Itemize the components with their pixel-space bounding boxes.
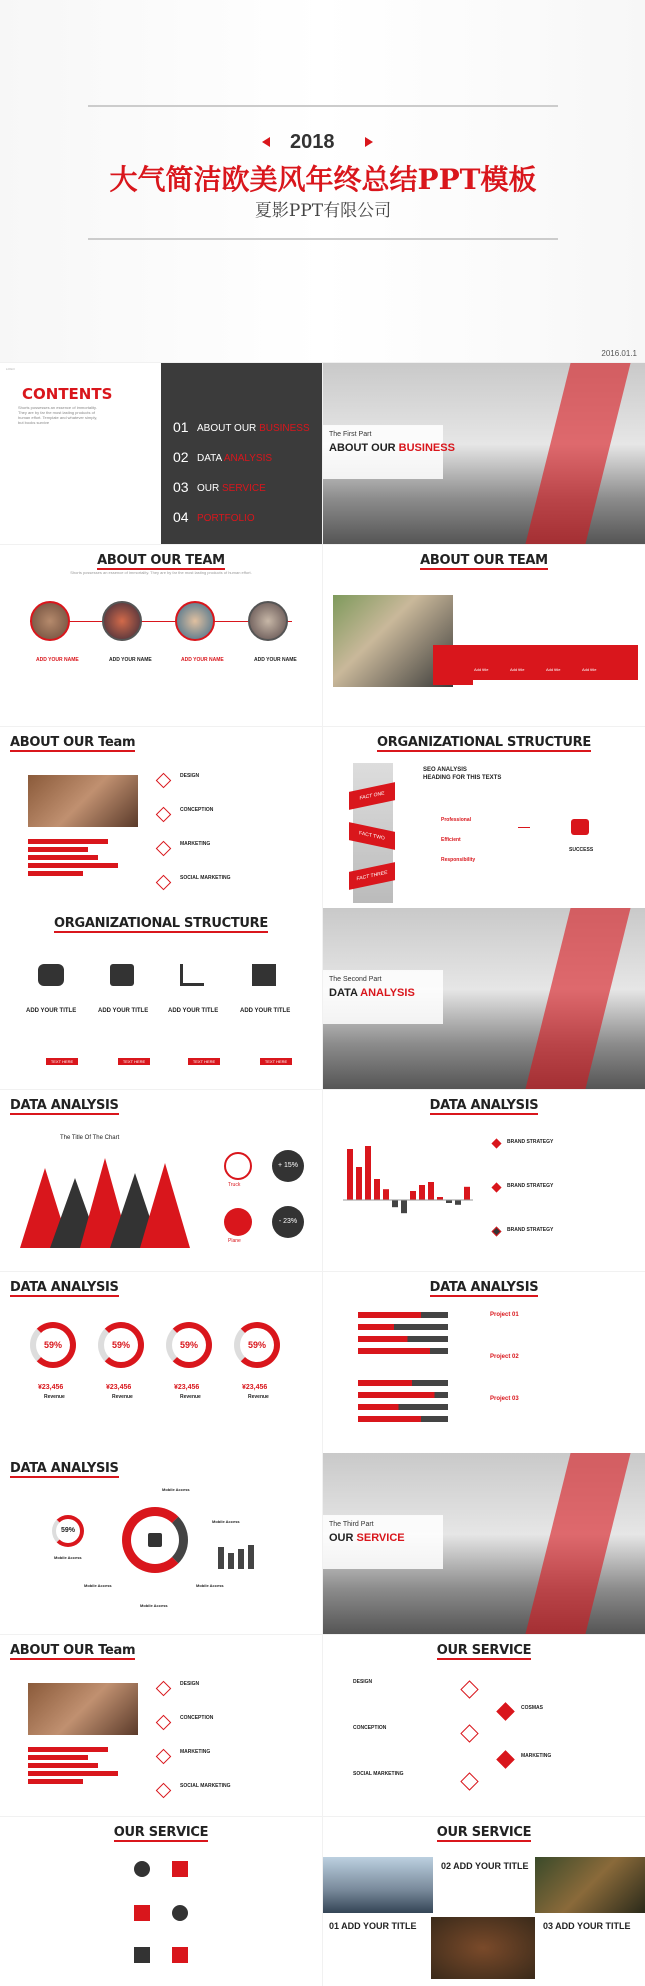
diamond-icon xyxy=(156,1715,172,1731)
bar-mark xyxy=(356,1167,362,1200)
mini-bar xyxy=(228,1553,234,1569)
part3-slide xyxy=(323,1453,645,1634)
hbar xyxy=(358,1392,448,1398)
access-label: Mobile Access xyxy=(162,1487,190,1492)
service-item: MARKETING xyxy=(521,1753,552,1759)
service-item: SOCIAL MARKETING xyxy=(353,1771,404,1777)
cover-date: 2016.01.1 xyxy=(601,349,637,358)
access-label: Mobile Access xyxy=(54,1555,82,1560)
donut-gauge: 59% xyxy=(30,1322,76,1368)
fact-ribbon: FACT THREE xyxy=(349,862,395,890)
cover-top-rule xyxy=(88,105,558,107)
progress-bar xyxy=(28,1779,83,1784)
mini-bar xyxy=(218,1547,224,1569)
part2-title: DATA xyxy=(329,987,358,999)
truck-label: Truck xyxy=(228,1182,241,1188)
service-item: COSMAS xyxy=(521,1705,543,1711)
text-here-button[interactable]: TEXT HERE xyxy=(260,1058,292,1065)
diamond-icon xyxy=(156,841,172,857)
cover-title: 大气简洁欧美风年终总结PPT模板 xyxy=(109,163,537,196)
success-label: SUCCESS xyxy=(569,847,594,853)
da1-title: DATA ANALYSIS xyxy=(10,1098,119,1113)
project-title: Project 03 xyxy=(490,1396,519,1402)
strip-item: Add title xyxy=(582,667,597,672)
phone-icon xyxy=(134,1905,150,1921)
progress-bar xyxy=(28,847,88,852)
part2-slide xyxy=(323,908,645,1089)
book-icon xyxy=(134,1947,150,1963)
revenue-value: ¥23,456 xyxy=(106,1384,132,1391)
photo-city xyxy=(323,1857,433,1913)
bar-chart xyxy=(343,1130,473,1260)
revenue-value: ¥23,456 xyxy=(174,1384,200,1391)
service-title: OUR SERVICE xyxy=(436,1643,532,1658)
plane-label: Plane xyxy=(228,1238,241,1244)
revenue-caption: Revenue xyxy=(180,1394,201,1400)
item-label: SOCIAL MARKETING xyxy=(180,1783,231,1789)
coins-icon xyxy=(110,964,134,986)
part1-title: ABOUT OUR xyxy=(329,442,396,454)
progress-bar xyxy=(28,839,108,844)
progress-bar xyxy=(28,1763,98,1768)
people-icon xyxy=(38,964,64,986)
logo: LOGO xyxy=(6,367,15,371)
text-here-button[interactable]: TEXT HERE xyxy=(188,1058,220,1065)
progress-bar xyxy=(28,863,118,868)
person-icon xyxy=(134,1861,150,1877)
heading-label: HEADING FOR THIS TEXTS xyxy=(423,775,502,781)
diamond-icon xyxy=(156,1783,172,1799)
donut-gauge: 59% xyxy=(98,1322,144,1368)
team-photo xyxy=(28,1683,138,1735)
bar-mark xyxy=(410,1191,416,1200)
icon-strip xyxy=(468,645,638,680)
cover-slide xyxy=(0,0,645,362)
strategy-label: BRAND STRATEGY xyxy=(507,1183,554,1189)
hbar xyxy=(358,1312,448,1318)
item-label: CONCEPTION xyxy=(180,1715,214,1721)
right-arrow-icon xyxy=(365,137,373,147)
team-member-name: ADD YOUR NAME xyxy=(254,657,297,663)
part1-slide xyxy=(323,363,645,544)
strategy-label: BRAND STRATEGY xyxy=(507,1227,554,1233)
part3-panel xyxy=(323,1515,443,1569)
team3-title: ABOUT OUR Team xyxy=(10,735,136,750)
team-member-name: ADD YOUR NAME xyxy=(109,657,152,663)
team-subtitle: Shorts possesses an essence of immortality. They are by far the most lasting products of human effort. xyxy=(70,570,252,575)
part2-label: The Second Part xyxy=(329,976,382,983)
strip-item: Add title xyxy=(546,667,561,672)
photo-coffee xyxy=(431,1917,535,1979)
strategy-label: BRAND STRATEGY xyxy=(507,1139,554,1145)
part1-label: The First Part xyxy=(329,431,372,438)
fact-ribbon: FACT TWO xyxy=(349,822,395,850)
contents-item-4[interactable]: PORTFOLIO xyxy=(197,513,255,524)
truck-icon xyxy=(224,1152,252,1180)
org-item: Professional xyxy=(441,817,472,823)
team-slide-2 xyxy=(323,545,645,726)
donut-gauge: 59% xyxy=(234,1322,280,1368)
contents-num-3: 03 xyxy=(173,479,189,495)
photo-room xyxy=(535,1857,645,1913)
item-label: DESIGN xyxy=(180,773,200,779)
portfolio-item-3: 03 ADD YOUR TITLE xyxy=(543,1921,631,1931)
diamond-icon xyxy=(156,1681,172,1697)
access-label: Mobile Access xyxy=(196,1583,224,1588)
team-member-name: ADD YOUR NAME xyxy=(181,657,224,663)
part3-title: OUR xyxy=(329,1532,354,1544)
portfolio-item-1: 01 ADD YOUR TITLE xyxy=(329,1921,417,1931)
bar-mark xyxy=(392,1200,398,1207)
item-label: MARKETING xyxy=(180,841,211,847)
progress-bar xyxy=(28,871,83,876)
project-title: Project 02 xyxy=(490,1354,519,1360)
org2-item: ADD YOUR TITLE xyxy=(26,1008,77,1014)
da4-title: DATA ANALYSIS xyxy=(429,1280,539,1295)
bar-mark xyxy=(401,1200,407,1213)
contents-item-1[interactable]: ABOUT OUR xyxy=(197,423,257,434)
chart-title: The Title Of The Chart xyxy=(60,1135,120,1141)
team-photo xyxy=(28,775,138,827)
portfolio-item-2: 02 ADD YOUR TITLE xyxy=(441,1861,529,1871)
diamond-icon xyxy=(460,1724,478,1742)
item-label: MARKETING xyxy=(180,1749,211,1755)
avatar xyxy=(248,601,288,641)
donut-gauge: 59% xyxy=(166,1322,212,1368)
contents-desc: Shorts possesses an essence of immortality. They are by far the most lasting products of human effort. Template and whatever simply, but books survive xyxy=(18,405,98,425)
contents-num-4: 04 xyxy=(173,509,189,525)
org-slide-2 xyxy=(0,908,322,1089)
contents-title: CONTENTS xyxy=(22,385,113,403)
bar-mark xyxy=(428,1182,434,1200)
diamond-icon xyxy=(496,1702,514,1720)
data-analysis-slide-3 xyxy=(0,1272,322,1453)
team-title: ABOUT OUR TEAM xyxy=(420,553,548,568)
service-slide-2 xyxy=(0,1817,322,1986)
revenue-caption: Revenue xyxy=(112,1394,133,1400)
cover-year: 2018 xyxy=(290,131,335,153)
item-label: CONCEPTION xyxy=(180,807,214,813)
contents-panel xyxy=(161,363,322,544)
contents-num-1: 01 xyxy=(173,419,189,435)
team-title: ABOUT OUR TEAM xyxy=(97,553,225,568)
bar-mark xyxy=(365,1146,371,1200)
hbar xyxy=(358,1404,448,1410)
da2-title: DATA ANALYSIS xyxy=(429,1098,539,1113)
revenue-caption: Revenue xyxy=(248,1394,269,1400)
donut-gauge: 59% xyxy=(52,1515,84,1547)
contents-num-2: 02 xyxy=(173,449,189,465)
person-icon xyxy=(172,1905,188,1921)
text-here-button[interactable]: TEXT HERE xyxy=(118,1058,150,1065)
home-icon xyxy=(148,1533,162,1547)
access-label: Mobile Access xyxy=(140,1603,168,1608)
seo-label: SEO ANALYSIS xyxy=(423,767,467,773)
progress-bar xyxy=(28,855,98,860)
contents-item-3-accent: SERVICE xyxy=(222,483,266,494)
team4-title: ABOUT OUR Team xyxy=(10,1643,136,1658)
hbar xyxy=(358,1348,448,1354)
fact-ribbon: FACT ONE xyxy=(349,782,395,810)
team-member-name: ADD YOUR NAME xyxy=(36,657,79,663)
bullet-icon xyxy=(492,1227,502,1237)
left-arrow-icon xyxy=(262,137,270,147)
triangle-chart xyxy=(10,1148,200,1256)
org-slide-1 xyxy=(323,727,645,908)
data-analysis-slide-4 xyxy=(323,1272,645,1453)
team-slide-1 xyxy=(0,545,322,726)
avatar xyxy=(175,601,215,641)
part2-panel xyxy=(323,970,443,1024)
hbar xyxy=(358,1416,448,1422)
bar-mark xyxy=(383,1189,389,1200)
mini-bar xyxy=(238,1549,244,1569)
percent-badge: + 15% xyxy=(272,1150,304,1182)
data-analysis-slide-5 xyxy=(0,1453,322,1634)
mini-bar xyxy=(248,1545,254,1569)
part3-title-accent: SERVICE xyxy=(356,1532,405,1544)
revenue-value: ¥23,456 xyxy=(242,1384,268,1391)
contents-item-2-accent: ANALYSIS xyxy=(223,453,273,464)
chart-icon xyxy=(180,964,204,986)
part1-panel xyxy=(323,425,455,479)
revenue-value: ¥23,456 xyxy=(38,1384,64,1391)
phone-icon xyxy=(172,1861,188,1877)
screen-icon xyxy=(172,1947,188,1963)
service-item: DESIGN xyxy=(353,1679,373,1685)
progress-bar xyxy=(28,1747,108,1752)
thumbs-up-icon xyxy=(571,819,589,835)
text-here-button[interactable]: TEXT HERE xyxy=(46,1058,78,1065)
item-label: DESIGN xyxy=(180,1681,200,1687)
contents-item-3[interactable]: OUR xyxy=(197,483,220,494)
bullet-icon xyxy=(492,1139,502,1149)
bullet-icon xyxy=(492,1183,502,1193)
cover-bottom-rule xyxy=(88,238,558,240)
bar-mark xyxy=(464,1187,470,1200)
hbar xyxy=(358,1380,448,1386)
diamond-icon xyxy=(460,1680,478,1698)
org2-title: ORGANIZATIONAL STRUCTURE xyxy=(54,916,268,931)
diamond-icon xyxy=(156,1749,172,1765)
data-analysis-slide-2 xyxy=(323,1090,645,1271)
org-title: ORGANIZATIONAL STRUCTURE xyxy=(377,735,591,750)
avatar xyxy=(102,601,142,641)
strip-item: Add title xyxy=(474,667,489,672)
building-icon xyxy=(252,964,276,986)
plane-icon xyxy=(224,1208,252,1236)
diamond-icon xyxy=(460,1772,478,1790)
portfolio-title: OUR SERVICE xyxy=(436,1825,532,1840)
bar-mark xyxy=(374,1179,380,1200)
progress-bar xyxy=(28,1755,88,1760)
team-slide-4 xyxy=(0,1635,322,1816)
org-item: Responsibility xyxy=(441,857,476,863)
org2-item: ADD YOUR TITLE xyxy=(98,1008,149,1014)
avatar xyxy=(30,601,70,641)
part1-title-accent: BUSINESS xyxy=(398,442,455,454)
cover-company: 夏影PPT有限公司 xyxy=(254,201,392,221)
da3-title: DATA ANALYSIS xyxy=(10,1280,119,1295)
part2-title-accent: ANALYSIS xyxy=(360,987,415,999)
connector xyxy=(518,827,530,828)
data-analysis-slide-1 xyxy=(0,1090,322,1271)
service-item: CONCEPTION xyxy=(353,1725,387,1731)
org2-item: ADD YOUR TITLE xyxy=(240,1008,291,1014)
strip-item: Add title xyxy=(510,667,525,672)
diamond-icon xyxy=(156,807,172,823)
bar-mark xyxy=(347,1149,353,1200)
progress-bar xyxy=(28,1771,118,1776)
hbar xyxy=(358,1324,448,1330)
org-item: Efficient xyxy=(441,837,461,843)
revenue-caption: Revenue xyxy=(44,1394,65,1400)
diamond-icon xyxy=(496,1750,514,1768)
contents-item-1-accent: BUSINESS xyxy=(259,423,310,434)
service2-title: OUR SERVICE xyxy=(113,1825,209,1840)
hbar xyxy=(358,1336,448,1342)
diamond-icon xyxy=(156,773,172,789)
org2-item: ADD YOUR TITLE xyxy=(168,1008,219,1014)
bar-mark xyxy=(419,1185,425,1200)
chart-triangle xyxy=(140,1163,190,1248)
project-title: Project 01 xyxy=(490,1312,519,1318)
item-label: SOCIAL MARKETING xyxy=(180,875,231,881)
contents-item-2[interactable]: DATA xyxy=(197,453,222,464)
team-slide-3 xyxy=(0,727,322,908)
contents-slide xyxy=(0,363,322,544)
part3-label: The Third Part xyxy=(329,1521,374,1528)
service-slide-1 xyxy=(323,1635,645,1816)
access-label: Mobile Access xyxy=(212,1519,240,1524)
portfolio-slide xyxy=(323,1817,645,1986)
diamond-icon xyxy=(156,875,172,891)
red-block xyxy=(433,645,473,685)
percent-badge: - 23% xyxy=(272,1206,304,1238)
da5-title: DATA ANALYSIS xyxy=(10,1461,119,1476)
bar-mark xyxy=(455,1200,461,1205)
access-label: Mobile Access xyxy=(84,1583,112,1588)
